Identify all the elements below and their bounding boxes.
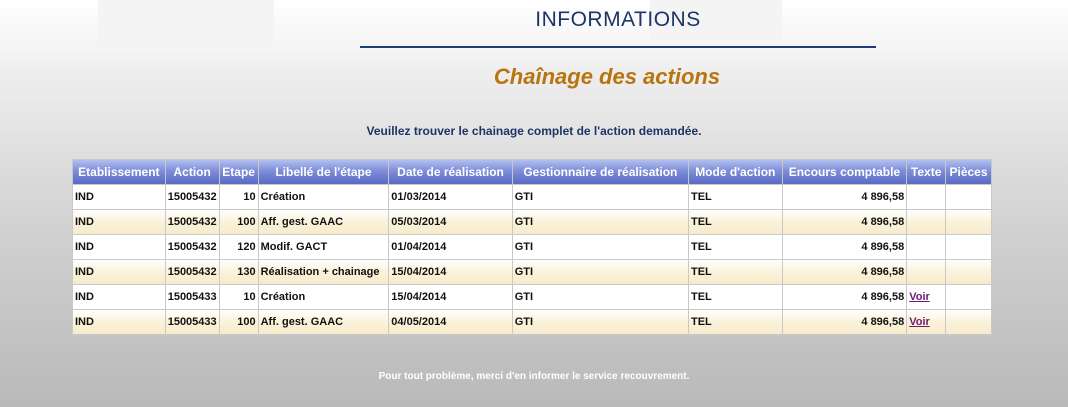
cell-date: 01/04/2014 [389, 235, 511, 259]
cell-etablissement: IND [73, 260, 165, 284]
cell-texte [907, 235, 945, 259]
cell-etape: 130 [220, 260, 258, 284]
cell-encours: 4 896,58 [783, 210, 907, 234]
cell-encours: 4 896,58 [783, 285, 907, 309]
cell-etablissement: IND [73, 185, 165, 209]
cell-action: 15005432 [166, 260, 219, 284]
col-header-etape: Etape [220, 160, 258, 184]
cell-pieces [946, 185, 991, 209]
cell-etablissement: IND [73, 210, 165, 234]
cell-texte [907, 310, 945, 334]
cell-mode: TEL [689, 260, 782, 284]
cell-date: 01/03/2014 [389, 185, 511, 209]
blank-banner-left [98, 0, 274, 52]
cell-gestionnaire: GTI [513, 285, 688, 309]
cell-encours: 4 896,58 [783, 235, 907, 259]
cell-etablissement: IND [73, 235, 165, 259]
cell-encours: 4 896,58 [783, 310, 907, 334]
cell-gestionnaire: GTI [513, 310, 688, 334]
col-header-gestionnaire: Gestionnaire de réalisation [513, 160, 688, 184]
cell-libelle: Aff. gest. GAAC [259, 310, 389, 334]
cell-texte [907, 260, 945, 284]
cell-mode: TEL [689, 310, 782, 334]
actions-chain-table [72, 159, 992, 335]
cell-etape: 10 [220, 185, 258, 209]
cell-texte [907, 285, 945, 309]
cell-texte [907, 210, 945, 234]
cell-gestionnaire: GTI [513, 210, 688, 234]
title-divider [360, 46, 876, 48]
table-row [73, 185, 991, 209]
cell-libelle: Création [259, 185, 389, 209]
cell-etablissement: IND [73, 285, 165, 309]
table-header-row [73, 160, 991, 184]
col-header-action: Action [166, 160, 219, 184]
cell-gestionnaire: GTI [513, 235, 688, 259]
cell-date: 04/05/2014 [389, 310, 511, 334]
cell-gestionnaire: GTI [513, 260, 688, 284]
cell-action: 15005432 [166, 235, 219, 259]
cell-etape: 10 [220, 285, 258, 309]
cell-pieces [946, 210, 991, 234]
cell-etape: 120 [220, 235, 258, 259]
cell-etape: 100 [220, 310, 258, 334]
table-row [73, 310, 991, 334]
cell-libelle: Modif. GACT [259, 235, 389, 259]
cell-gestionnaire: GTI [513, 185, 688, 209]
cell-action: 15005432 [166, 185, 219, 209]
col-header-mode: Mode d'action [689, 160, 782, 184]
cell-etape: 100 [220, 210, 258, 234]
cell-action: 15005433 [166, 310, 219, 334]
cell-etablissement: IND [73, 310, 165, 334]
table-row [73, 210, 991, 234]
cell-libelle: Réalisation + chainage [259, 260, 389, 284]
cell-action: 15005433 [166, 285, 219, 309]
footer-note: Pour tout problème, merci d'en informer le service recouvrement. [378, 371, 690, 382]
section-title: Chaînage des actions [493, 64, 721, 89]
cell-pieces [946, 310, 991, 334]
cell-date: 15/04/2014 [389, 285, 511, 309]
cell-date: 15/04/2014 [389, 260, 511, 284]
cell-libelle: Aff. gest. GAAC [259, 210, 389, 234]
cell-action: 15005432 [166, 210, 219, 234]
voir-text-link[interactable]: Voir [909, 316, 930, 328]
col-header-libelle: Libellé de l'étape [259, 160, 389, 184]
cell-mode: TEL [689, 285, 782, 309]
voir-text-link[interactable]: Voir [909, 291, 930, 303]
table-row [73, 260, 991, 284]
col-header-encours: Encours comptable [783, 160, 907, 184]
col-header-date: Date de réalisation [389, 160, 511, 184]
cell-encours: 4 896,58 [783, 185, 907, 209]
cell-texte [907, 185, 945, 209]
cell-pieces [946, 235, 991, 259]
cell-mode: TEL [689, 185, 782, 209]
table-row [73, 285, 991, 309]
page-title: INFORMATIONS [535, 8, 701, 31]
col-header-pieces: Pièces [946, 160, 991, 184]
col-header-etablissement: Etablissement [73, 160, 165, 184]
cell-pieces [946, 285, 991, 309]
table-row [73, 235, 991, 259]
intro-text: Veuillez trouver le chainage complet de l'action demandée. [366, 124, 702, 138]
cell-mode: TEL [689, 235, 782, 259]
col-header-texte: Texte [907, 160, 945, 184]
cell-encours: 4 896,58 [783, 260, 907, 284]
cell-mode: TEL [689, 210, 782, 234]
cell-pieces [946, 260, 991, 284]
cell-libelle: Création [259, 285, 389, 309]
cell-date: 05/03/2014 [389, 210, 511, 234]
